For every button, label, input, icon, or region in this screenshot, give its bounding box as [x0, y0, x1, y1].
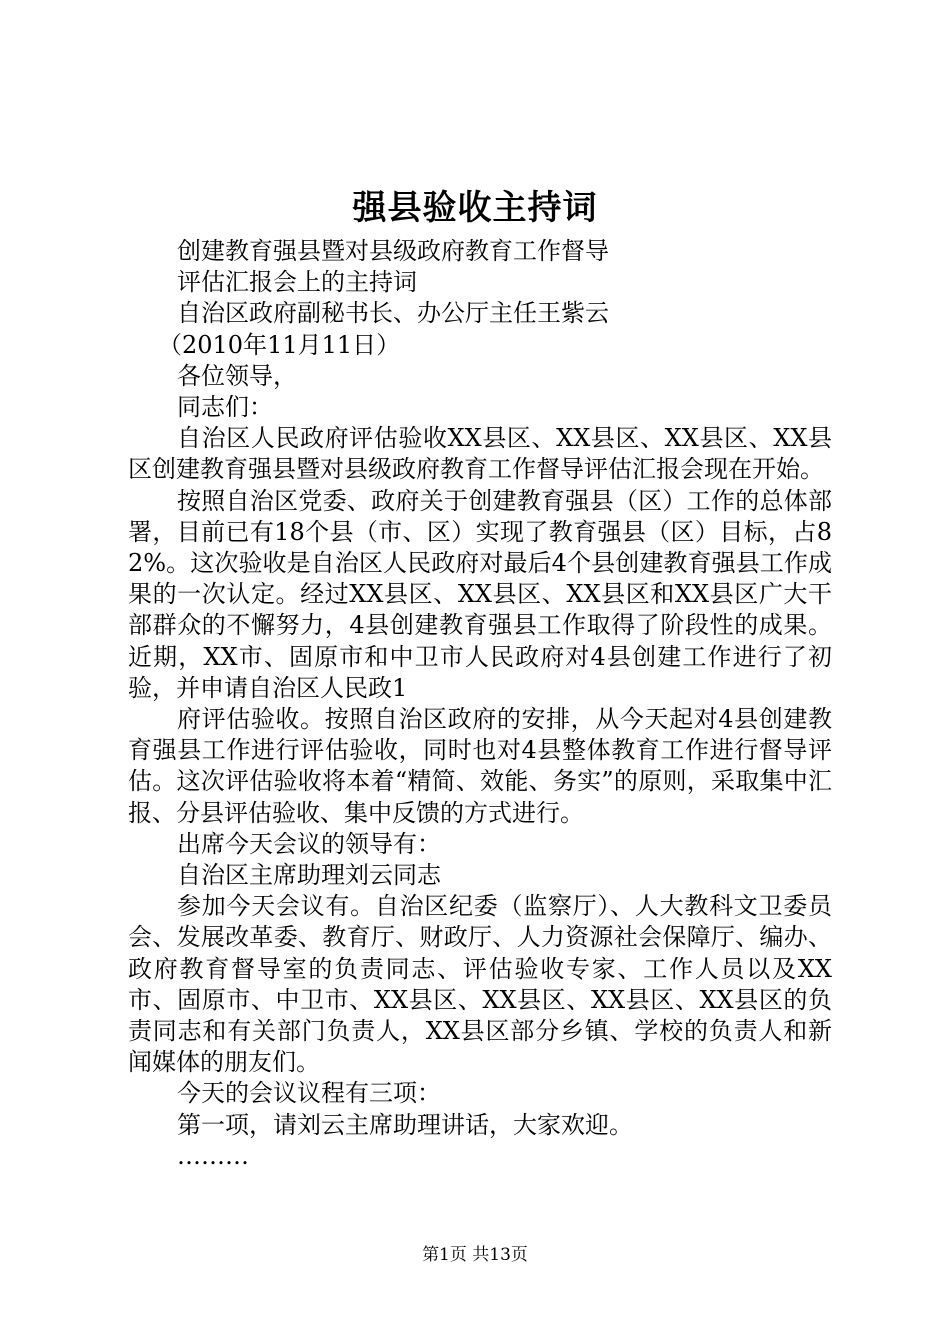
page-footer: 第1页 共13页	[422, 1245, 528, 1265]
attendees-paragraph: 参加今天会议有。自治区纪委（监察厅）、人大教科文卫委员会、发展改革委、教育厅、财政厅、人力资源社会保障厅、编办、政府教育督导室的负责同志、评估验收专家、工作人员以及XX市、固原市、中卫市、XX县区、XX县区、XX县区、XX县区的负责同志和有关部门负责人，XX县区部分乡镇、学校的负责人和新闻媒体的朋友们。	[128, 892, 832, 1077]
agenda-intro-line: 今天的会议议程有三项：	[177, 1079, 441, 1108]
date-line: （2010年11月11日）	[158, 330, 401, 359]
greeting-line: 同志们：	[177, 393, 273, 422]
paragraph: 府评估验收。按照自治区政府的安排，从今天起对4县创建教育强县工作进行评估验收，同时也对4县整体教育工作进行督导评估。这次评估验收将本着“精简、效能、务实”的原则，采取集中汇报、分县评估验收、集中反馈的方式进行。	[128, 705, 832, 827]
greeting-line: 各位领导，	[177, 361, 297, 390]
document-title: 强县验收主持词	[352, 188, 598, 228]
attendance-intro-line: 出席今天会议的领导有：	[177, 829, 441, 858]
header-line: 创建教育强县暨对县级政府教育工作督导	[177, 237, 609, 265]
speaker-line: 自治区政府副秘书长、办公厅主任王紫云	[177, 299, 609, 328]
attendance-leader-line: 自治区主席助理刘云同志	[177, 861, 441, 890]
header-line: 评估汇报会上的主持词	[177, 268, 417, 297]
document-body	[128, 236, 832, 1172]
paragraph: 自治区人民政府评估验收XX县区、XX县区、XX县区、XX县区创建教育强县暨对县级政府教育工作督导评估汇报会现在开始。	[128, 424, 832, 484]
ellipsis-line: ………	[177, 1141, 249, 1170]
agenda-item-line: 第一项，请刘云主席助理讲话，大家欢迎。	[177, 1110, 633, 1139]
paragraph: 按照自治区党委、政府关于创建教育强县（区）工作的总体部署，目前已有18个县（市、区）实现了教育强县（区）目标，占82%。这次验收是自治区人民政府对最后4个县创建教育强县工作成果的一次认定。经过XX县区、XX县区、XX县区和XX县区广大干部群众的不懈努力，4县创建教育强县工作取得了阶段性的成果。近期，XX市、固原市和中卫市人民政府对4县创建工作进行了初验，并申请自治区人民政1	[128, 486, 832, 702]
